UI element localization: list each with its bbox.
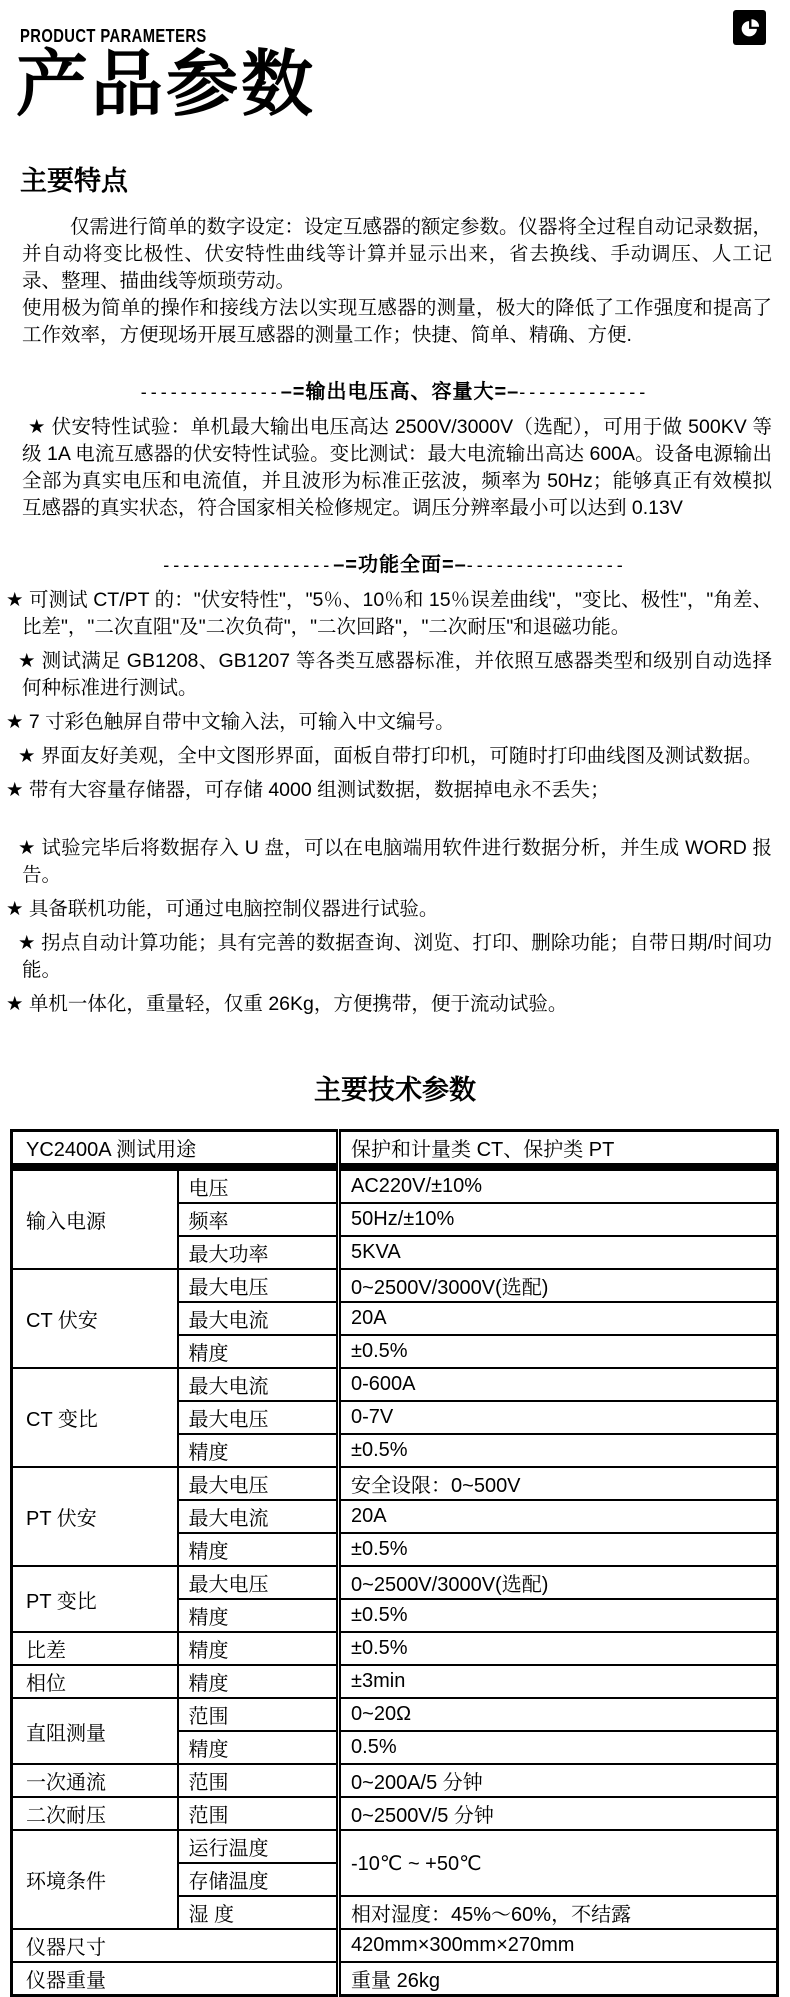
table-row [12,1169,778,1203]
feature-bullet: ★ 具备联机功能，可通过电脑控制仪器进行试验。 [6,898,439,920]
value-cell: -10℃ ~ +50℃ [339,1830,778,1896]
page-title: 产品参数 [16,45,317,125]
spec-table-body [12,1131,778,1996]
table-row [12,1764,778,1797]
group-label-cell: 相位 [12,1665,178,1698]
sub-label-cell: 精度 [178,1632,339,1665]
divider-dashes-left: ----------------- [163,555,334,575]
value-cell: 50Hz/±10% [339,1203,778,1236]
table-row [12,1665,778,1698]
section-divider-functions [0,548,790,577]
group-label-cell: 直阻测量 [12,1698,178,1764]
group-label-cell: CT 变比 [12,1368,178,1467]
value-cell: 0-600A [339,1368,778,1401]
group-label-cell: 环境条件 [12,1830,178,1929]
feature-bullet: ★ 界面友好美观，全中文图形界面，面板自带打印机，可随时打印曲线图及测试数据。 [18,745,763,767]
intro-paragraph-2: 使用极为简单的操作和接线方法以实现互感器的测量，极大的降低了工作强度和提高了工作效率，方便现场开展互感器的测量工作；快捷、简单、精确、方便. [22,297,772,346]
table-header-row [12,1131,778,1166]
sub-label-cell: 范围 [178,1764,339,1797]
tech-params-heading: 主要技术参数 [314,1075,476,1105]
divider-dashes-right: ------------- [519,382,650,402]
sub-label-cell: 精度 [178,1665,339,1698]
value-cell: 0.5% [339,1731,778,1764]
table-row [12,1566,778,1599]
feature-bullet: ★ 单机一体化，重量轻，仅重 26Kg，方便携带，便于流动试验。 [6,993,568,1015]
feature-bullet: ★ 拐点自动计算功能；具有完善的数据查询、浏览、打印、删除功能；自带日期/时间功能。 [18,932,772,981]
table-row [12,1368,778,1401]
sub-label-cell: 最大电流 [178,1368,339,1401]
value-cell: ±0.5% [339,1632,778,1665]
divider-label: –=功能全面=– [333,554,467,576]
value-cell: ±0.5% [339,1434,778,1467]
table-row [12,1698,778,1731]
value-cell: 0~20Ω [339,1698,778,1731]
pie-chart-icon [733,10,766,45]
value-cell: 5KVA [339,1236,778,1269]
value-cell: 20A [339,1500,778,1533]
features-heading: 主要特点 [20,166,128,196]
group-label-cell: 输入电源 [12,1169,178,1269]
divider-label: –=输出电压高、容量大=– [280,381,520,403]
table-header-label: YC2400A 测试用途 [12,1131,339,1166]
footer-label-cell: 仪器尺寸 [12,1929,339,1962]
group-label-cell: CT 伏安 [12,1269,178,1368]
table-row [12,1962,778,1996]
sub-label-cell: 频率 [178,1203,339,1236]
feature-bullet: ★ 测试满足 GB1208、GB1207 等各类互感器标准，并依照互感器类型和级别自动选择何种标准进行测试。 [18,650,772,699]
value-cell: 重量 26kg [339,1962,778,1996]
value-cell: 20A [339,1302,778,1335]
table-row [12,1269,778,1302]
sub-label-cell: 最大电流 [178,1302,339,1335]
sub-label-cell: 精度 [178,1599,339,1632]
value-cell: 420mm×300mm×270mm [339,1929,778,1962]
sub-label-cell: 存储温度 [178,1863,339,1896]
spec-table [10,1129,779,1997]
value-cell: 0-7V [339,1401,778,1434]
table-row [12,1929,778,1962]
divider-dashes-right: ---------------- [466,555,627,575]
eyebrow-text: PRODUCT PARAMETERS [20,26,207,46]
doc-header [0,0,790,125]
table-row [12,1632,778,1665]
feature-bullet-volt-ampere: ★ 伏安特性试验：单机最大输出电压高达 2500V/3000V（选配），可用于做 500KV 等级 1A 电流互感器的伏安特性试验。变比测试：最大电流输出高达 600A。设备电源输出全部为真实电压和电流值，并且波形为标准正弦波，频率为 50Hz；能够真正有效模拟互感器的真实状态，符合国家相关检修规定。调压分辨率最小可以达到 0.13V [22,416,772,519]
value-cell: ±0.5% [339,1335,778,1368]
sub-label-cell: 最大电压 [178,1401,339,1434]
feature-bullet: ★ 带有大容量存储器，可存储 4000 组测试数据，数据掉电永不丢失； [6,779,610,801]
value-cell: ±0.5% [339,1599,778,1632]
sub-label-cell: 运行温度 [178,1830,339,1863]
value-cell: ±0.5% [339,1533,778,1566]
feature-bullet: ★ 可测试 CT/PT 的："伏安特性"，"5％、10％和 15％误差曲线"，"变比、极性"，"角差、比差"，"二次直阻"及"二次负荷"，"二次回路"，"二次耐压"和退磁功能。 [6,589,772,638]
value-cell: 安全设限：0~500V [339,1467,778,1500]
section-divider-output-voltage [0,375,790,404]
table-header-value: 保护和计量类 CT、保护类 PT [339,1131,778,1166]
feature-bullet: ★ 试验完毕后将数据存入 U 盘，可以在电脑端用软件进行数据分析，并生成 WORD 报告。 [18,837,772,886]
sub-label-cell: 最大电流 [178,1500,339,1533]
value-cell: ±3min [339,1665,778,1698]
value-cell: AC220V/±10% [339,1169,778,1203]
sub-label-cell: 精度 [178,1533,339,1566]
footer-label-cell: 仪器重量 [12,1962,339,1996]
group-label-cell: 二次耐压 [12,1797,178,1830]
table-row [12,1467,778,1500]
features-section [0,159,790,1018]
intro-paragraph-1: 仅需进行简单的数字设定：设定互感器的额定参数。仪器将全过程自动记录数据，并自动将变比极性、伏安特性曲线等计算并显示出来，省去换线、手动调压、人工记录、整理、描曲线等烦琐劳动。 [22,216,773,292]
sub-label-cell: 最大电压 [178,1467,339,1500]
sub-label-cell: 范围 [178,1698,339,1731]
sub-label-cell: 精度 [178,1335,339,1368]
sub-label-cell: 最大功率 [178,1236,339,1269]
table-row [12,1830,778,1863]
group-label-cell: PT 变比 [12,1566,178,1632]
sub-label-cell: 湿 度 [178,1896,339,1929]
value-cell: 0~200A/5 分钟 [339,1764,778,1797]
group-label-cell: PT 伏安 [12,1467,178,1566]
sub-label-cell: 精度 [178,1731,339,1764]
value-cell: 0~2500V/5 分钟 [339,1797,778,1830]
sub-label-cell: 电压 [178,1169,339,1203]
group-label-cell: 一次通流 [12,1764,178,1797]
table-row [12,1797,778,1830]
sub-label-cell: 最大电压 [178,1566,339,1599]
sub-label-cell: 最大电压 [178,1269,339,1302]
value-cell: 相对湿度：45%～60%，不结露 [339,1896,778,1929]
value-cell: 0~2500V/3000V(选配) [339,1566,778,1599]
divider-dashes-left: -------------- [140,382,281,402]
feature-bullet: ★ 7 寸彩色触屏自带中文输入法，可输入中文编号。 [6,711,455,733]
value-cell: 0~2500V/3000V(选配) [339,1269,778,1302]
sub-label-cell: 精度 [178,1434,339,1467]
sub-label-cell: 范围 [178,1797,339,1830]
group-label-cell: 比差 [12,1632,178,1665]
spacer [0,804,790,828]
